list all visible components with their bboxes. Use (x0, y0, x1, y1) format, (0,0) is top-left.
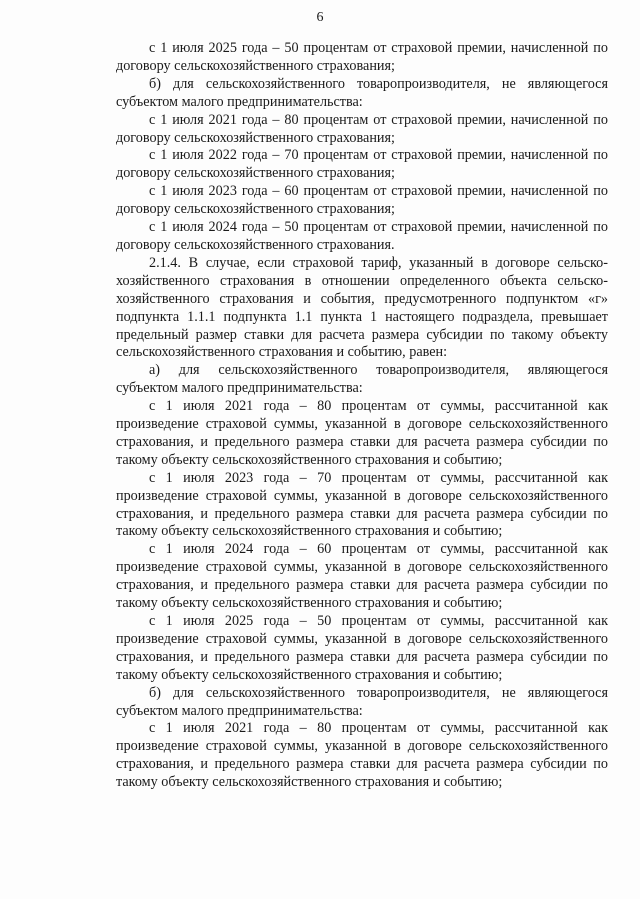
paragraph: б) для сельскохозяйственного товаропроизводителя, не являющегося субъектом малого предпринимательства: (116, 75, 608, 110)
paragraph: с 1 июля 2022 года – 70 процентам от страховой премии, начисленной по договору сельскохозяйственного страхования; (116, 147, 608, 182)
paragraph: с 1 июля 2023 года – 60 процентам от страховой премии, начисленной по договору сельскохозяйственного страхования; (116, 183, 608, 218)
paragraph: с 1 июля 2021 года – 80 процентам от суммы, рассчитанной как произведение страховой суммы, указанной в договоре сельскохозяйственного страхования, и предельного размера ставки для расчета размера субсидии по такому объекту сельскохозяйственного страхования и событию; (116, 398, 608, 468)
paragraph: с 1 июля 2025 года – 50 процентам от страховой премии, начисленной по договору сельскохозяйственного страхования; (116, 40, 608, 74)
paragraph: с 1 июля 2024 года – 60 процентам от суммы, рассчитанной как произведение страховой суммы, указанной в договоре сельскохозяйственного страхования, и предельного размера ставки для расчета размера субсидии по такому объекту сельскохозяйственного страхования и событию; (116, 541, 608, 612)
paragraph: 2.1.4. В случае, если страховой тариф, указанный в договоре сельскохозяйственного страхования в отношении определенного объекта сельскохозяйственного страхования и события, предусмотренного подпунктом «г» подпункта 1.1.1 подпункта 1.1 пункта 1 настоящего подраздела, превышает предельный размер ставки для расчета размера субсидии по такому объекту сельскохозяйственного страхования и событию, равен: (116, 254, 608, 361)
paragraph: с 1 июля 2023 года – 70 процентам от суммы, рассчитанной как произведение страховой суммы, указанной в договоре сельскохозяйственного страхования, и предельного размера ставки для расчета размера субсидии по такому объекту сельскохозяйственного страхования и событию; (116, 469, 608, 540)
page-number: 6 (316, 10, 324, 25)
paragraph: а) для сельскохозяйственного товаропроизводителя, являющегося субъектом малого предпринимательства: (116, 362, 608, 397)
paragraph: с 1 июля 2025 года – 50 процентам от суммы, рассчитанной как произведение страховой суммы, указанной в договоре сельскохозяйственного страхования, и предельного размера ставки для расчета размера субсидии по такому объекту сельскохозяйственного страхования и событию; (116, 613, 608, 683)
document-body (116, 40, 608, 792)
paragraph: б) для сельскохозяйственного товаропроизводителя, не являющегося субъектом малого предпринимательства: (116, 684, 608, 719)
paragraph: с 1 июля 2024 года – 50 процентам от страховой премии, начисленной по договору сельскохозяйственного страхования. (116, 219, 608, 253)
paragraph: с 1 июля 2021 года – 80 процентам от суммы, рассчитанной как произведение страховой суммы, указанной в договоре сельскохозяйственного страхования, и предельного размера ставки для расчета размера субсидии по такому объекту сельскохозяйственного страхования и событию; (116, 720, 608, 791)
paragraph: с 1 июля 2021 года – 80 процентам от страховой премии, начисленной по договору сельскохозяйственного страхования; (116, 111, 608, 146)
